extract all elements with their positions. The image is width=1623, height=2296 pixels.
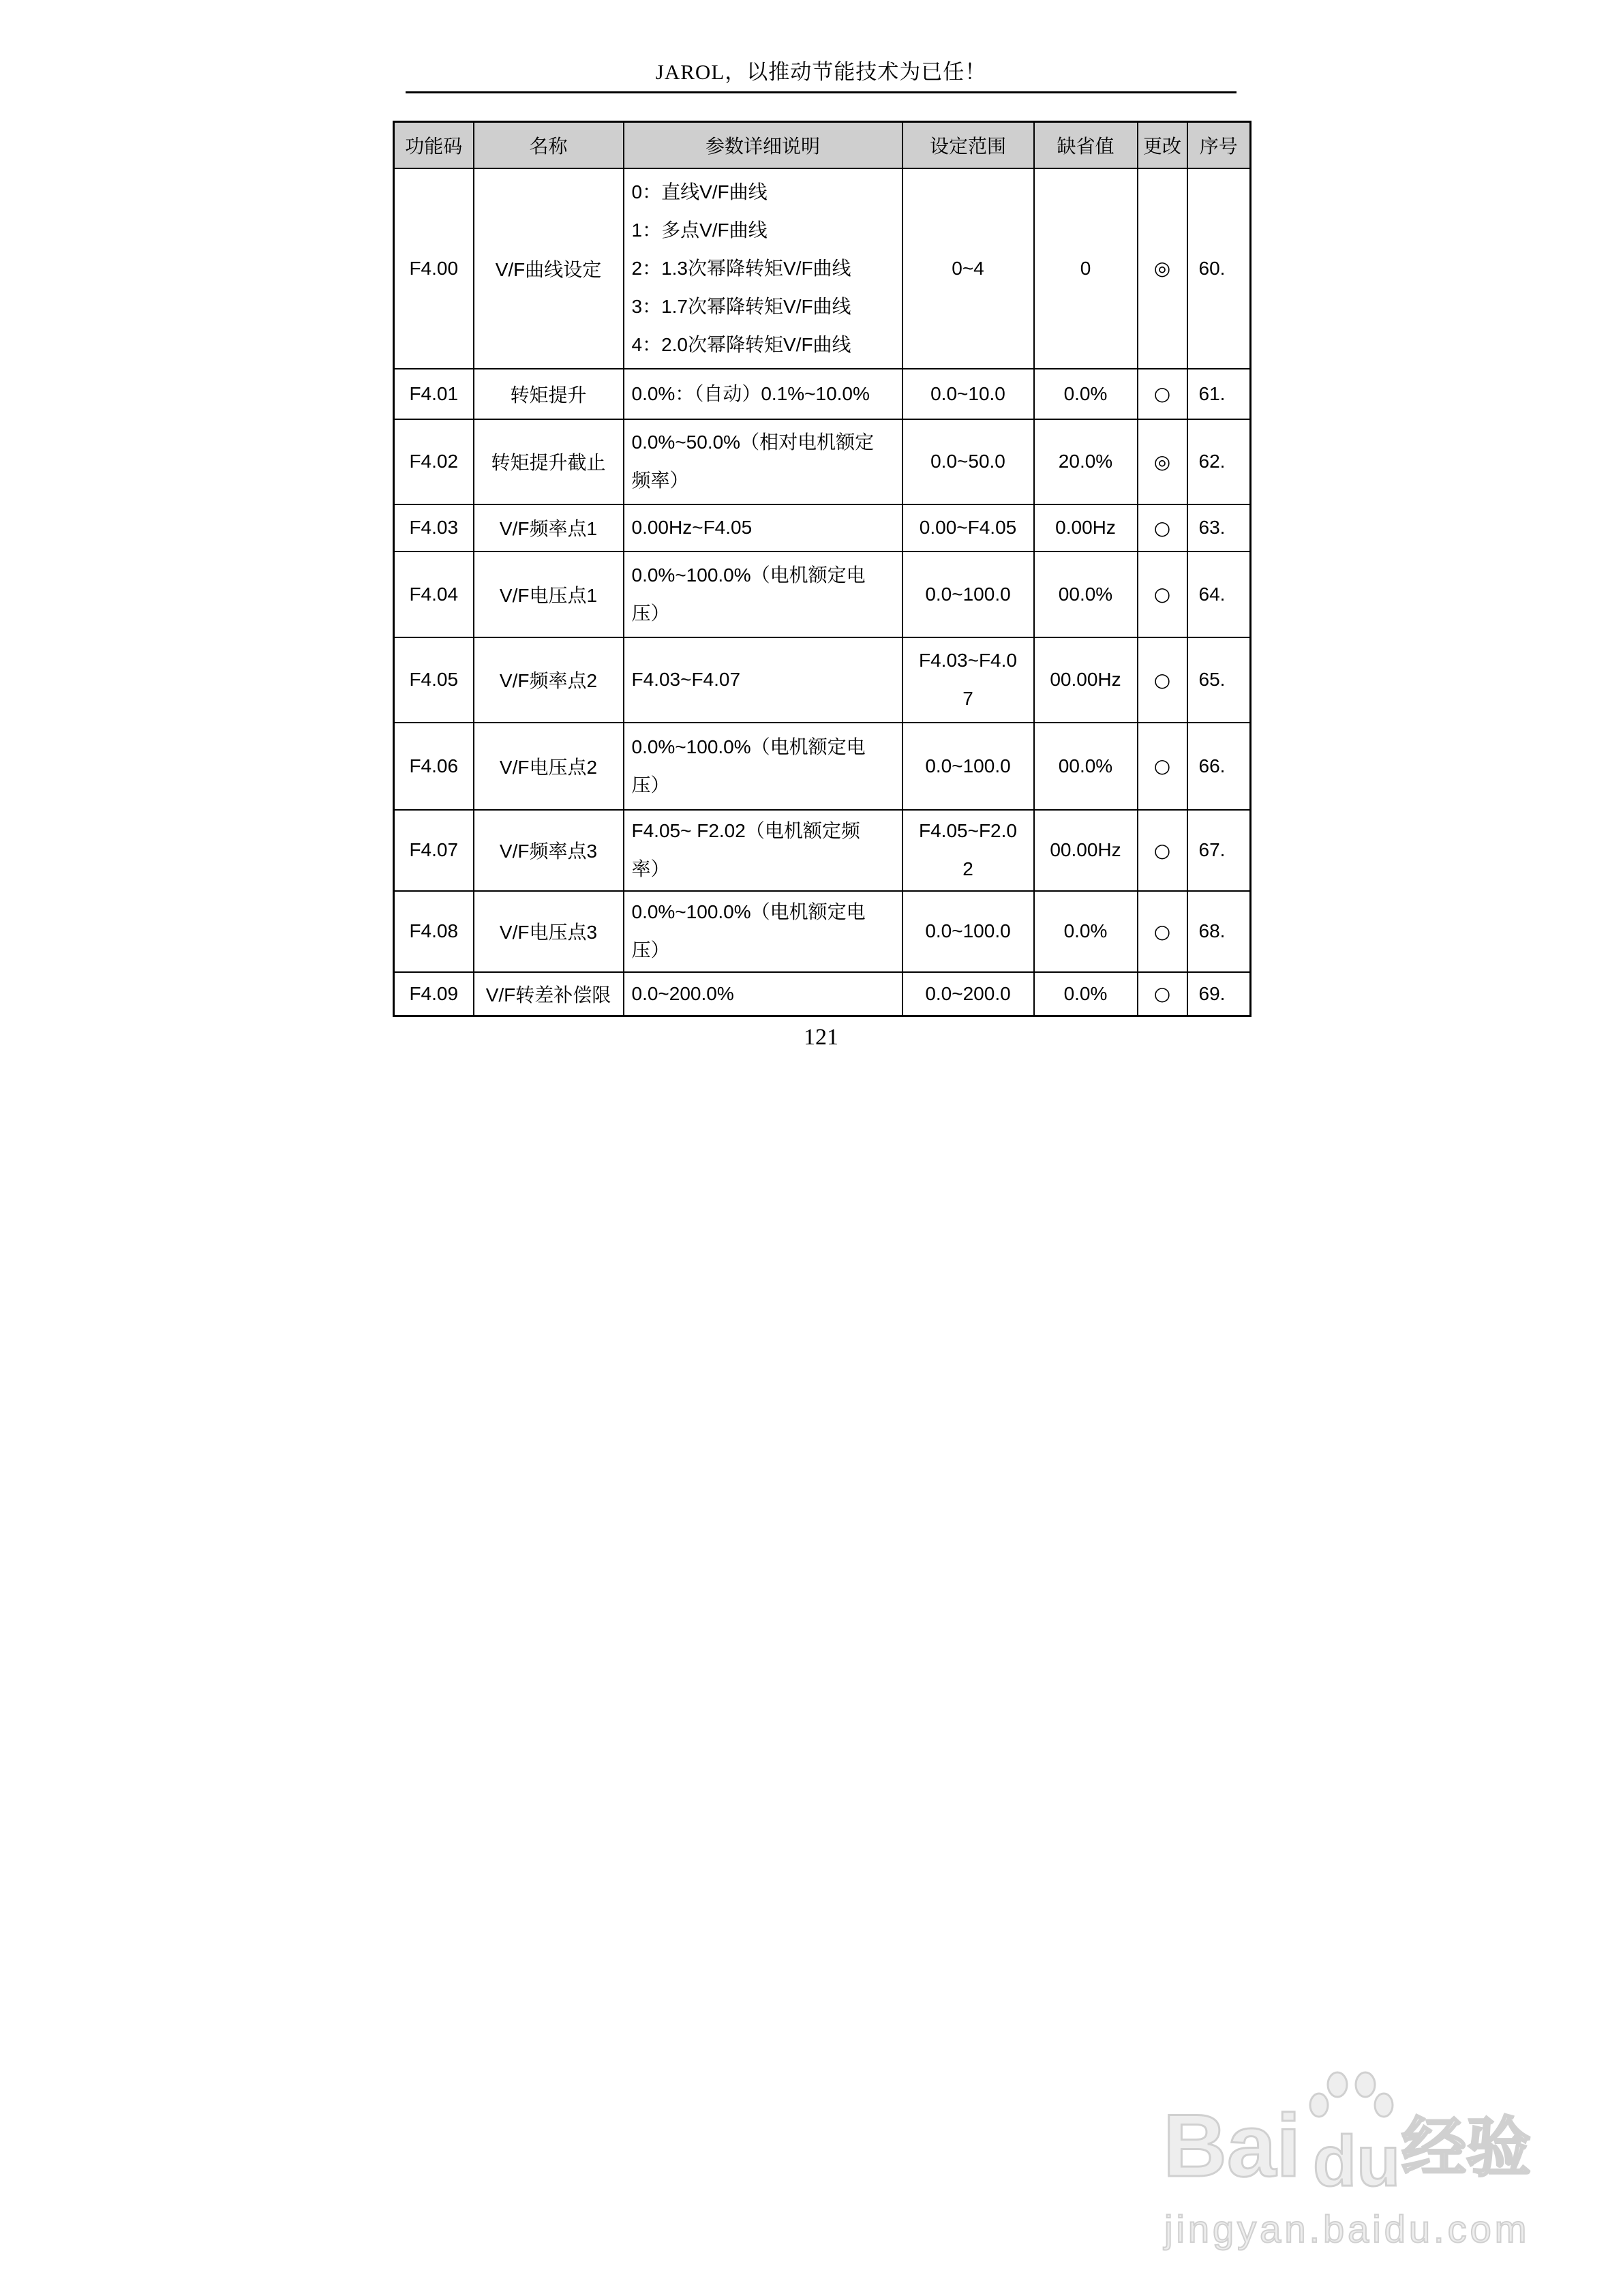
- param-default: 0: [1034, 168, 1138, 369]
- param-code: F4.00: [394, 168, 474, 369]
- param-index: 62.: [1187, 419, 1251, 504]
- watermark-url: jingyan.baidu.com: [1164, 2207, 1530, 2250]
- description-line: 0.0%~100.0%（电机额定电: [631, 564, 866, 586]
- range-line: 0~4: [952, 257, 984, 279]
- param-change-mode: ◎: [1138, 168, 1187, 369]
- description-line: 0.00Hz~F4.05: [631, 517, 753, 538]
- range-line: 0.0~200.0: [925, 982, 1011, 1004]
- description-line: 频率）: [631, 470, 689, 491]
- param-code: F4.06: [394, 723, 474, 810]
- param-default: 00.0%: [1034, 552, 1138, 637]
- column-header-description: 参数详细说明: [624, 122, 902, 168]
- param-change-mode: ○: [1138, 810, 1187, 891]
- param-change-mode: ○: [1138, 504, 1187, 552]
- param-range: [902, 637, 1034, 723]
- description-line: 0.0%~50.0%（相对电机额定: [631, 432, 875, 453]
- watermark-brand-jingyan: 经验: [1401, 2112, 1532, 2184]
- param-index: 68.: [1187, 891, 1251, 972]
- param-name: V/F电压点2: [474, 723, 624, 810]
- page-header: JAROL，以推动节能技术为已任！: [655, 60, 987, 84]
- param-change-mode: ○: [1138, 552, 1187, 637]
- param-index: 66.: [1187, 723, 1251, 810]
- param-code: F4.04: [394, 552, 474, 637]
- param-name: 转矩提升截止: [474, 419, 624, 504]
- param-description: [624, 972, 902, 1016]
- param-range: [902, 419, 1034, 504]
- description-line: 4：2.0次幂降转矩V/F曲线: [631, 333, 851, 355]
- param-name: V/F曲线设定: [474, 168, 624, 369]
- param-default: 00.00Hz: [1034, 637, 1138, 723]
- description-line: 压）: [631, 774, 670, 796]
- param-code: F4.09: [394, 972, 474, 1016]
- param-change-mode: ◎: [1138, 419, 1187, 504]
- table-row: [394, 369, 1251, 419]
- description-line: 0.0%：（自动）0.1%~10.0%: [631, 382, 870, 404]
- param-description: [624, 810, 902, 891]
- description-line: 0.0~200.0%: [631, 982, 734, 1004]
- table-row: [394, 168, 1251, 369]
- param-name: 转矩提升: [474, 369, 624, 419]
- param-index: 60.: [1187, 168, 1251, 369]
- param-description: [624, 637, 902, 723]
- param-code: F4.02: [394, 419, 474, 504]
- column-header-default: 缺省值: [1034, 122, 1138, 168]
- table-row: [394, 504, 1251, 552]
- range-line: 7: [962, 688, 973, 709]
- description-line: 1：多点V/F曲线: [631, 219, 768, 241]
- param-change-mode: ○: [1138, 369, 1187, 419]
- table-row: [394, 723, 1251, 810]
- param-name: V/F电压点1: [474, 552, 624, 637]
- param-name: V/F频率点2: [474, 637, 624, 723]
- range-line: 0.0~100.0: [925, 755, 1011, 776]
- param-index: 61.: [1187, 369, 1251, 419]
- description-line: 压）: [631, 939, 670, 961]
- param-range: [902, 369, 1034, 419]
- param-description: [624, 552, 902, 637]
- watermark-brand-du: du: [1313, 2121, 1401, 2201]
- param-index: 65.: [1187, 637, 1251, 723]
- param-code: F4.05: [394, 637, 474, 723]
- param-description: [624, 168, 902, 369]
- description-line: 0.0%~100.0%（电机额定电: [631, 901, 866, 922]
- header-divider: [406, 91, 1237, 93]
- param-index: 67.: [1187, 810, 1251, 891]
- range-line: 0.0~100.0: [925, 583, 1011, 605]
- range-line: 0.00~F4.05: [919, 517, 1017, 538]
- param-change-mode: ○: [1138, 891, 1187, 972]
- description-line: F4.05~ F2.02（电机额定频: [631, 820, 860, 841]
- param-default: 00.0%: [1034, 723, 1138, 810]
- param-range: [902, 723, 1034, 810]
- range-line: 0.0~10.0: [930, 382, 1005, 404]
- table-row: [394, 637, 1251, 723]
- parameter-table: [393, 121, 1252, 1017]
- param-index: 69.: [1187, 972, 1251, 1016]
- watermark-brand-bai: Bai: [1163, 2096, 1301, 2195]
- param-range: [902, 891, 1034, 972]
- param-change-mode: ○: [1138, 723, 1187, 810]
- param-range: [902, 552, 1034, 637]
- description-line: F4.03~F4.07: [631, 669, 741, 690]
- param-name: V/F转差补偿限: [474, 972, 624, 1016]
- param-description: [624, 891, 902, 972]
- param-range: [902, 504, 1034, 552]
- description-line: 0.0%~100.0%（电机额定电: [631, 736, 866, 757]
- description-line: 3：1.7次幂降转矩V/F曲线: [631, 295, 851, 317]
- column-header-change: 更改: [1138, 122, 1187, 168]
- param-change-mode: ○: [1138, 637, 1187, 723]
- description-line: 0：直线V/F曲线: [631, 181, 768, 202]
- param-name: V/F电压点3: [474, 891, 624, 972]
- table-row: [394, 972, 1251, 1016]
- range-line: 0.0~100.0: [925, 920, 1011, 941]
- param-code: F4.01: [394, 369, 474, 419]
- param-range: [902, 810, 1034, 891]
- param-range: [902, 972, 1034, 1016]
- table-row: [394, 552, 1251, 637]
- param-default: 00.00Hz: [1034, 810, 1138, 891]
- param-description: [624, 369, 902, 419]
- range-line: 2: [962, 858, 973, 879]
- param-description: [624, 504, 902, 552]
- description-line: 压）: [631, 602, 670, 624]
- param-name: V/F频率点3: [474, 810, 624, 891]
- param-description: [624, 723, 902, 810]
- table-row: [394, 810, 1251, 891]
- range-line: F4.05~F2.0: [919, 820, 1017, 841]
- param-default: 0.0%: [1034, 891, 1138, 972]
- param-description: [624, 419, 902, 504]
- param-default: 0.00Hz: [1034, 504, 1138, 552]
- param-name: V/F频率点1: [474, 504, 624, 552]
- param-range: [902, 168, 1034, 369]
- param-code: F4.07: [394, 810, 474, 891]
- table-row: [394, 891, 1251, 972]
- table-header-row: [394, 122, 1251, 168]
- description-line: 2：1.3次幂降转矩V/F曲线: [631, 257, 851, 279]
- param-index: 64.: [1187, 552, 1251, 637]
- column-header-range: 设定范围: [902, 122, 1034, 168]
- range-line: 0.0~50.0: [930, 451, 1005, 472]
- param-code: F4.03: [394, 504, 474, 552]
- param-default: 0.0%: [1034, 972, 1138, 1016]
- description-line: 率）: [631, 858, 670, 879]
- param-change-mode: ○: [1138, 972, 1187, 1016]
- param-default: 20.0%: [1034, 419, 1138, 504]
- page-number: 121: [804, 1025, 838, 1050]
- column-header-index: 序号: [1187, 122, 1251, 168]
- param-index: 63.: [1187, 504, 1251, 552]
- param-code: F4.08: [394, 891, 474, 972]
- param-default: 0.0%: [1034, 369, 1138, 419]
- column-header-name: 名称: [474, 122, 624, 168]
- range-line: F4.03~F4.0: [919, 650, 1017, 671]
- column-header-code: 功能码: [394, 122, 474, 168]
- table-row: [394, 419, 1251, 504]
